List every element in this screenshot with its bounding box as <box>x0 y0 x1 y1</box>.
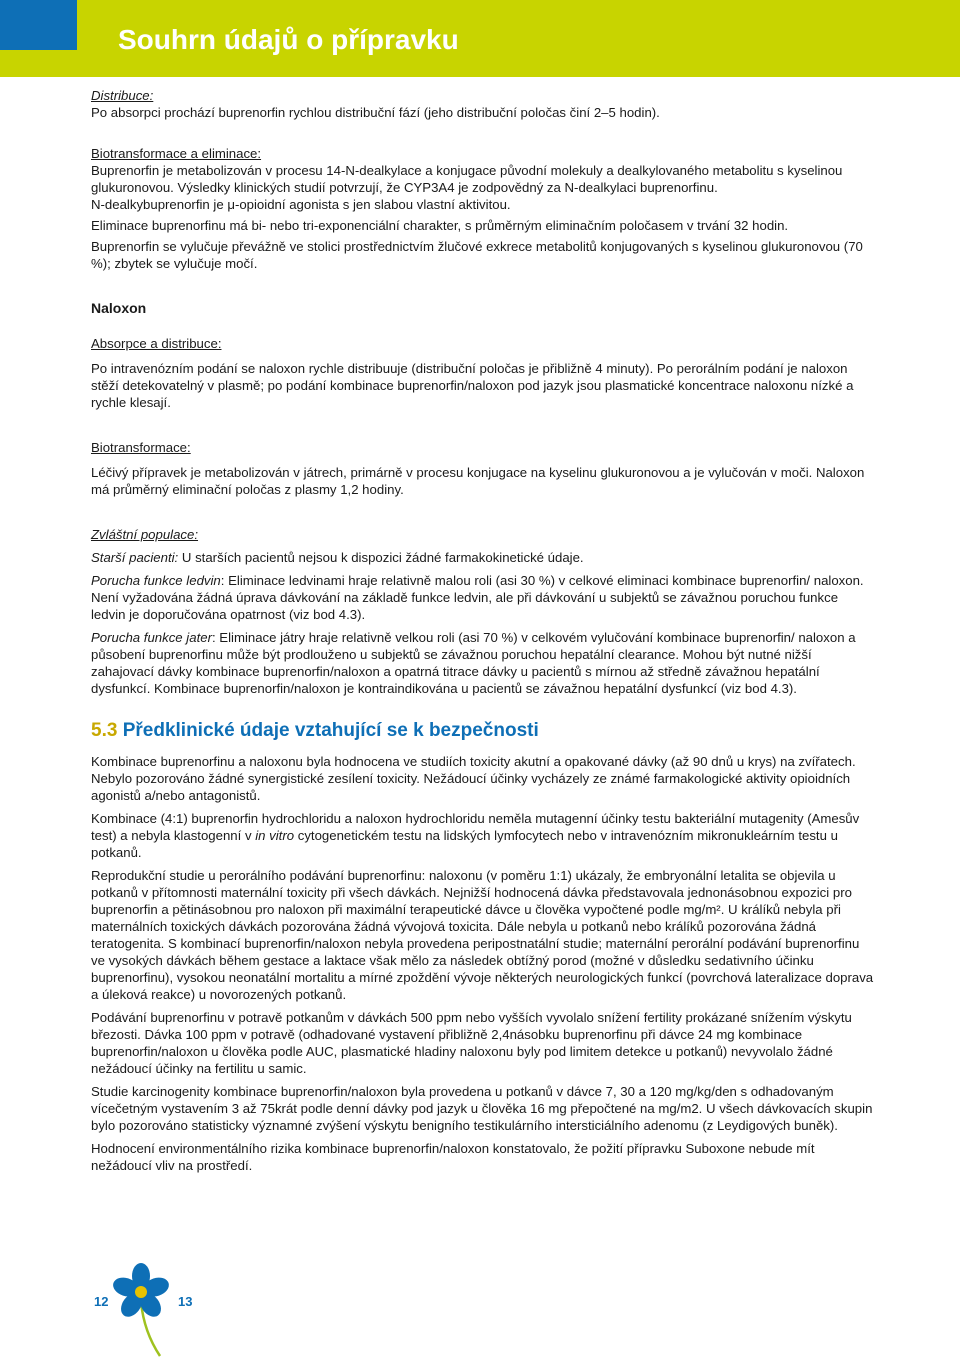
section53-p4: Podávání buprenorfinu v potravě potkanům v dávkách 500 ppm nebo vyšších vyvolalo snížení fertility prokázané snížením výskytu březosti. Dávka 100 ppm v potravě (odhadované vystavení přibližně 2,4násobku buprenorfinu při dávce 24 mg kombinace buprenorfin/naloxon u člověka podle AUC, plasmatické hladiny naloxonu byly pod limitem detekce u potkanů) nevyvolalo žádné nežádoucí účinky na fertilitu u samic. <box>91 1010 852 1076</box>
naloxon-biotrans-heading: Biotransformace: <box>91 440 191 455</box>
p2-part-a: Kombinace (4:1) buprenorfin hydrochloridu a naloxon hydrochloridu neměla mutagenní účinky testu bakteriální mutagenity (Amesův test) a nebyla klastogenní v <box>91 811 860 843</box>
populace-starsi <box>91 549 876 566</box>
biotransformace-heading: Biotransformace a eliminace: <box>91 146 262 161</box>
ledvin-text: : Eliminace ledvinami hraje relativně malou roli (asi 30 %) v celkové eliminaci kombinace buprenorfin/ naloxon. Není vyžadována žádná úprava dávkování na základě funkce ledvin, ale při dávkování u subjektů se závažnou poruchou funkce ledvin je doporučována opatrnost (viz bod 4.3). <box>91 573 864 622</box>
section53-p1: Kombinace buprenorfinu a naloxonu byla hodnocena ve studiích toxicity akutní a opakované dávky (až 90 dnů u krys) na zvířatech. Nebylo pozorováno žádné synergistické zesílení toxicity. Nežádoucí účinky vycházely ze známé farmakologické aktivity opioidních agonistů a/nebo antagonistů. <box>91 754 856 803</box>
page-number-left: 12 <box>94 1294 109 1309</box>
section-title: Předklinické údaje vztahující se k bezpečnosti <box>117 720 539 741</box>
jater-text: : Eliminace játry hraje relativně velkou roli (asi 70 %) v celkovém vylučování kombinace buprenorfin/ naloxon a působení buprenorfinu může být prodlouženo u subjektů se závažnou poruchou hepatální clearance. Mohou být nutné nižší zahajovací dávky kombinace buprenorfin/naloxon a opatrná titrace dávky u pacientů s mírnou až středně závažnou hepatální dysfunkcí. Kombinace buprenorfin/naloxon je kontraindikována u pacientů se závažnou hepatální dysfunkcí (viz bod 4.3). <box>91 630 856 696</box>
biotransformace-p4: Buprenorfin se vylučuje převážně ve stolici prostřednictvím žlučové exkrece metabolitů konjugovaných s kyselinou glukuronovou (70 %); zbytek se vylučuje močí. <box>91 239 863 271</box>
naloxon-title: Naloxon <box>91 300 147 316</box>
biotransformace-p1: Buprenorfin je metabolizován v procesu 14-N-dealkylace a konjugace původní molekuly a dealkylovaného metabolitu s kyselinou glukuronovou. Výsledky klinických studií potvrzují, že CYP3A4 je zodpovědný za N-dealkylaci buprenorfinu. <box>91 163 843 195</box>
page-number-right: 13 <box>178 1294 193 1309</box>
section-number: 5.3 <box>91 720 118 741</box>
section53-p2 <box>91 810 876 861</box>
flower-logo <box>108 1262 178 1358</box>
header-blue-block <box>0 0 77 50</box>
naloxon-biotrans-text: Léčivý přípravek je metabolizován v játrech, primárně v procesu konjugace na kyselinu glukuronovou a je vylučován v moči. Naloxon má průměrný eliminační poločas z plasmy 1,2 hodiny. <box>91 465 865 497</box>
distribuce-heading: Distribuce: <box>91 88 154 103</box>
document-body <box>91 87 876 1174</box>
header-title: Souhrn údajů o přípravku <box>118 24 459 55</box>
populace-jater <box>91 629 876 697</box>
p2-italic: in vitro <box>255 828 295 843</box>
section-5-3-heading <box>91 719 876 743</box>
biotransformace-p3: Eliminace buprenorfinu má bi- nebo tri-exponenciální charakter, s průměrným eliminačním poločasem v trvání 32 hodin. <box>91 218 789 233</box>
section53-p6: Hodnocení environmentálního rizika kombinace buprenorfin/naloxon konstatovalo, že požití přípravku Suboxone nebude mít nežádoucí vliv na prostředí. <box>91 1141 815 1173</box>
starsi-label: Starší pacienti: <box>91 550 179 565</box>
populace-heading: Zvláštní populace: <box>91 527 199 542</box>
section53-p3: Reprodukční studie u perorálního podávání buprenorfinu: naloxonu (v poměru 1:1) ukázaly, že embryonální letalita se objevila u potkanů v přítomnosti maternální toxicity při všech dávkách. Nejnižší hodnocená dávka představovala jednonásobnou expozici pro buprenorfin a pětinásobnou pro naloxon při maximální terapeutické dávce u člověka vypočtené podle mg/m². U králíků nebyla při maternálních toxických dávkách pozorována žádná vývojová toxicita. Dále nebyla u potkanů nebo králíků pozorována žádná teratogenita. S kombinací buprenorfin/naloxon nebyla provedena peripostnatální studie; maternální perorální podávání buprenorfinu ve vysokých dávkách během gestace a laktace však mělo za následek obtížný porod (možné v důsledku sedativního účinku buprenorfinu), vysokou neonatální mortalitu a mírné zpoždění vývoje některých neurologických funkcí (povrchová lateralizace doprava a úleková reakce) u novorozených potkanů. <box>91 868 874 1002</box>
naloxon-absorpce-text: Po intravenózním podání se naloxon rychle distribuuje (distribuční poločas je přibližně 4 minuty). Po perorálním podání je naloxon stěží detekovatelný v plasmě; po podání kombinace buprenorfin/naloxon pod jazyk jsou plasmatické koncentrace naloxonu nízké a rychle klesají. <box>91 361 854 410</box>
distribuce-text: Po absorpci prochází buprenorfin rychlou distribuční fází (jeho distribuční poločas činí 2–5 hodin). <box>91 105 660 120</box>
naloxon-absorpce-heading: Absorpce a distribuce: <box>91 336 222 351</box>
populace-ledvin <box>91 572 876 623</box>
starsi-text: U starších pacientů nejsou k dispozici žádné farmakokinetické údaje. <box>178 550 584 565</box>
p2-part-b: cytogenetickém testu na lidských lymfocytech nebo v intravenózním mikronukleárním testu u potkanů. <box>91 828 838 860</box>
biotransformace-p2: N-dealkybuprenorfin je μ-opioidní agonista s jen slabou vlastní aktivitou. <box>91 197 511 212</box>
ledvin-label: Porucha funkce ledvin <box>91 573 221 588</box>
jater-label: Porucha funkce jater <box>91 630 212 645</box>
section53-p5: Studie karcinogenity kombinace buprenorfin/naloxon byla provedena u potkanů v dávce 7, 30 a 120 mg/kg/den s odhadovaným vícečetným vystavením 3 až 75krát podle denní dávky pod jazyk u člověka 16 mg přepočtené na mg/m2. U všech dávkovacích skupin bylo pozorováno statisticky významné zvýšení výskytu benigního testikulárního intersticiálního adenomu (z Leydigových buněk). <box>91 1084 873 1133</box>
